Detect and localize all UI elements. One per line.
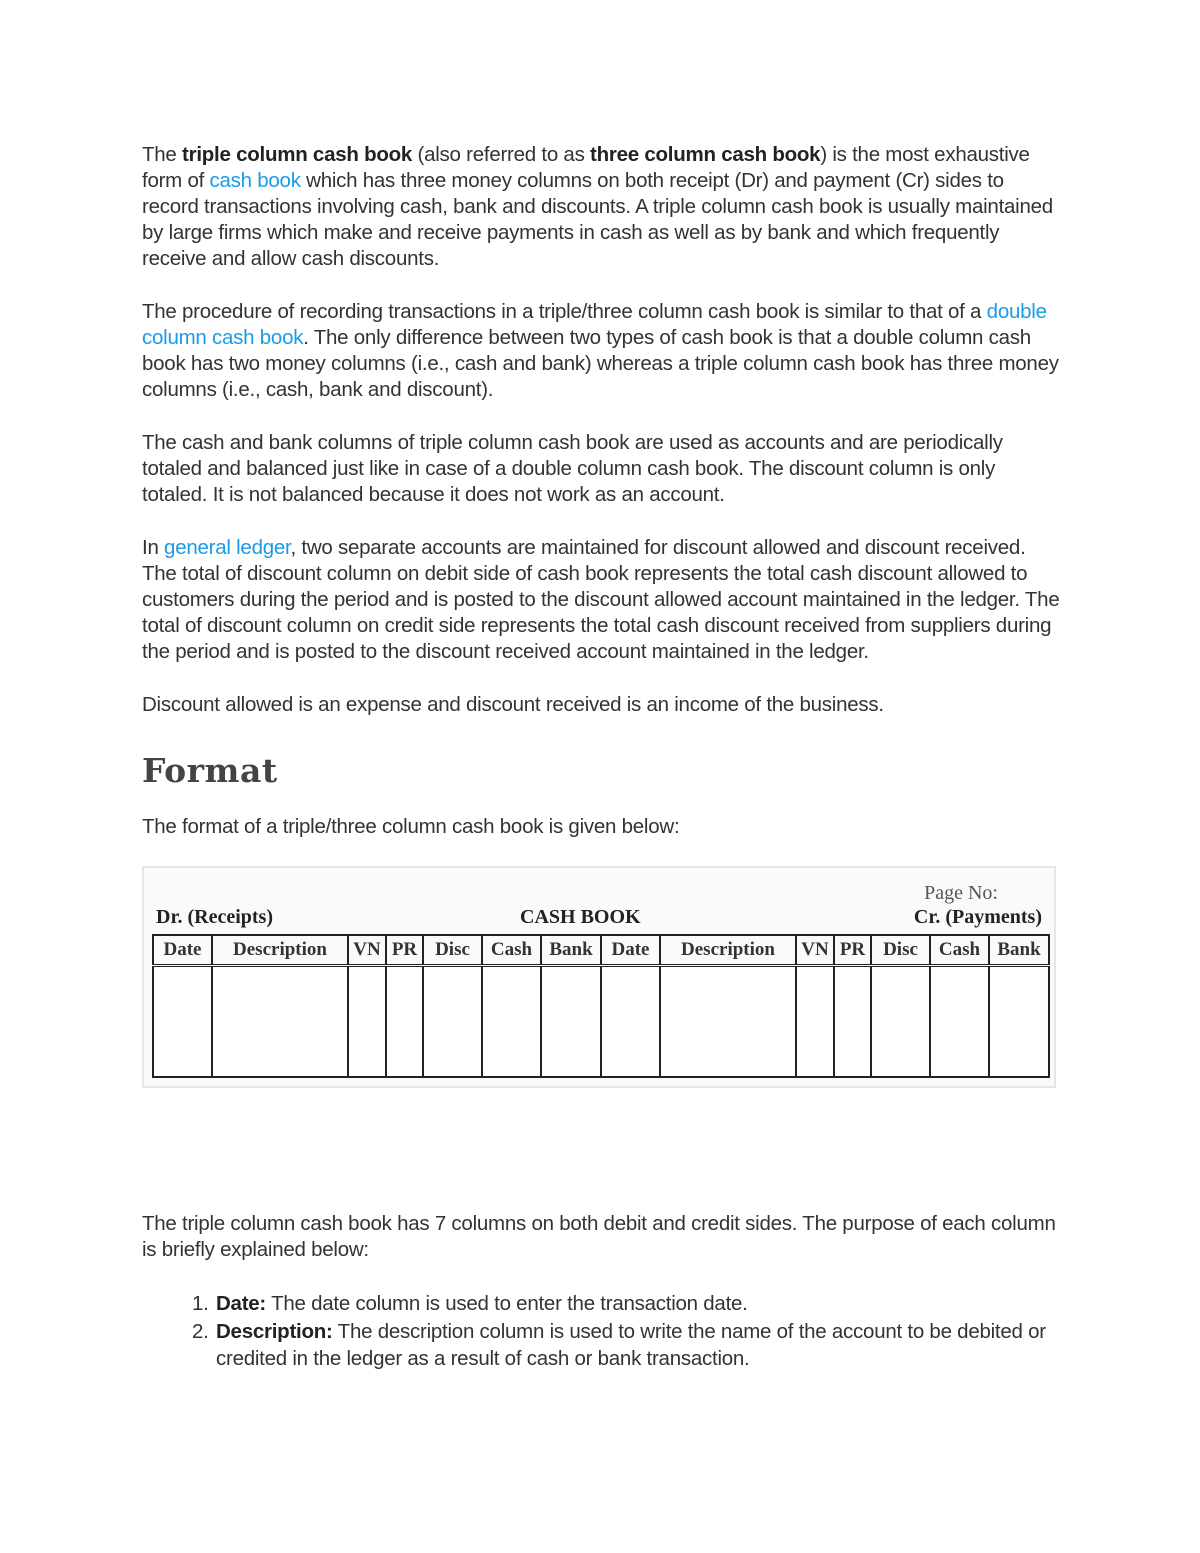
table-cell: [153, 966, 212, 1078]
column-header-pr: PR: [386, 935, 423, 966]
figure-header: [156, 882, 1042, 932]
list-item: [214, 1318, 1062, 1372]
table-cell: [601, 966, 660, 1078]
credit-payments-label: Cr. (Payments): [913, 906, 1042, 928]
column-header-vn: VN: [348, 935, 386, 966]
text: The: [142, 143, 183, 166]
term-three-column-cash-book: three column cash book: [590, 143, 821, 166]
table-cell: [541, 966, 601, 1078]
column-header-disc: Disc: [423, 935, 482, 966]
column-explanation-list: [142, 1290, 1062, 1372]
column-header-disc: Disc: [871, 935, 930, 966]
text: ) is the most exhaustive form of: [142, 143, 1030, 192]
column-header-date: Date: [601, 935, 660, 966]
cash-book-table: [152, 934, 1050, 1078]
table-cell: [423, 966, 482, 1078]
paragraph-format-intro: The format of a triple/three column cash book is given below:: [142, 815, 680, 838]
table-cell: [212, 966, 348, 1078]
text: In: [142, 536, 165, 559]
link-general-ledger[interactable]: general ledger: [164, 536, 291, 559]
term-triple-column-cash-book: triple column cash book: [182, 143, 413, 166]
table-cell: [930, 966, 989, 1078]
list-item-text: The date column is used to enter the transaction date.: [266, 1292, 748, 1315]
table-cell: [989, 966, 1049, 1078]
document-page: [142, 142, 1062, 1373]
text: The procedure of recording transactions in a triple/three column cash book is similar to that of a: [142, 300, 987, 323]
paragraph-general-ledger: [142, 535, 1062, 665]
table-cell: [660, 966, 796, 1078]
column-header-cash: Cash: [930, 935, 989, 966]
table-header-row: [153, 935, 1049, 966]
text: (also referred to as: [412, 143, 591, 166]
list-item-text: The description column is used to write the name of the account to be debited or credited in the ledger as a result of cash or bank transaction.: [216, 1320, 1046, 1370]
table-cell: [348, 966, 386, 1078]
column-header-description: Description: [660, 935, 796, 966]
table-row: [153, 966, 1049, 1078]
table-cell: [871, 966, 930, 1078]
list-item-term: Description:: [216, 1320, 333, 1343]
cash-book-title: CASH BOOK: [520, 906, 641, 928]
cash-book-format-figure: [142, 866, 1056, 1088]
table-cell: [386, 966, 423, 1078]
section-heading-format: Format: [142, 751, 278, 790]
table-cell: [796, 966, 834, 1078]
debit-receipts-label: Dr. (Receipts): [156, 906, 274, 928]
table-cell: [482, 966, 541, 1078]
table-cell: [834, 966, 871, 1078]
paragraph-cash-bank-columns: The cash and bank columns of triple column cash book are used as accounts and are periodically totaled and balanced just like in case of a double column cash book. The discount column is only totaled. It is not balanced because it does not work as an account.: [142, 431, 1003, 506]
column-header-date: Date: [153, 935, 212, 966]
paragraph-columns-intro: The triple column cash book has 7 columns on both debit and credit sides. The purpose of each column is briefly explained below:: [142, 1212, 1056, 1261]
text: . The only difference between two types of cash book is that a double column cash book has two money columns (i.e., cash and bank) whereas a triple column cash book has three money columns (i.e., cash, bank and discount).: [142, 326, 1059, 401]
link-double-column-cash-book[interactable]: double column cash book: [142, 300, 1047, 349]
column-header-vn: VN: [796, 935, 834, 966]
text: , two separate accounts are maintained for discount allowed and discount received. The total of discount column on debit side of cash book represents the total cash discount allowed to customers during the period and is posted to the discount allowed account maintained in the ledger. The total of discount column on credit side represents the total cash discount received from suppliers during the period and is posted to the discount received account maintained in the ledger.: [142, 536, 1060, 663]
text: which has three money columns on both receipt (Dr) and payment (Cr) sides to record transactions involving cash, bank and discounts. A triple column cash book is usually maintained by large firms which make and receive payments in cash as well as by bank and which frequently receive and allow cash discounts.: [142, 169, 1053, 270]
paragraph-intro: [142, 142, 1062, 272]
page-no-label: Page No:: [924, 882, 998, 904]
column-header-pr: PR: [834, 935, 871, 966]
list-item: [214, 1290, 1062, 1317]
column-header-cash: Cash: [482, 935, 541, 966]
column-header-bank: Bank: [989, 935, 1049, 966]
column-header-description: Description: [212, 935, 348, 966]
list-item-term: Date:: [216, 1292, 267, 1315]
paragraph-procedure: [142, 299, 1062, 403]
link-cash-book[interactable]: cash book: [209, 169, 301, 192]
paragraph-discount: Discount allowed is an expense and discount received is an income of the business.: [142, 693, 884, 716]
column-header-bank: Bank: [541, 935, 601, 966]
